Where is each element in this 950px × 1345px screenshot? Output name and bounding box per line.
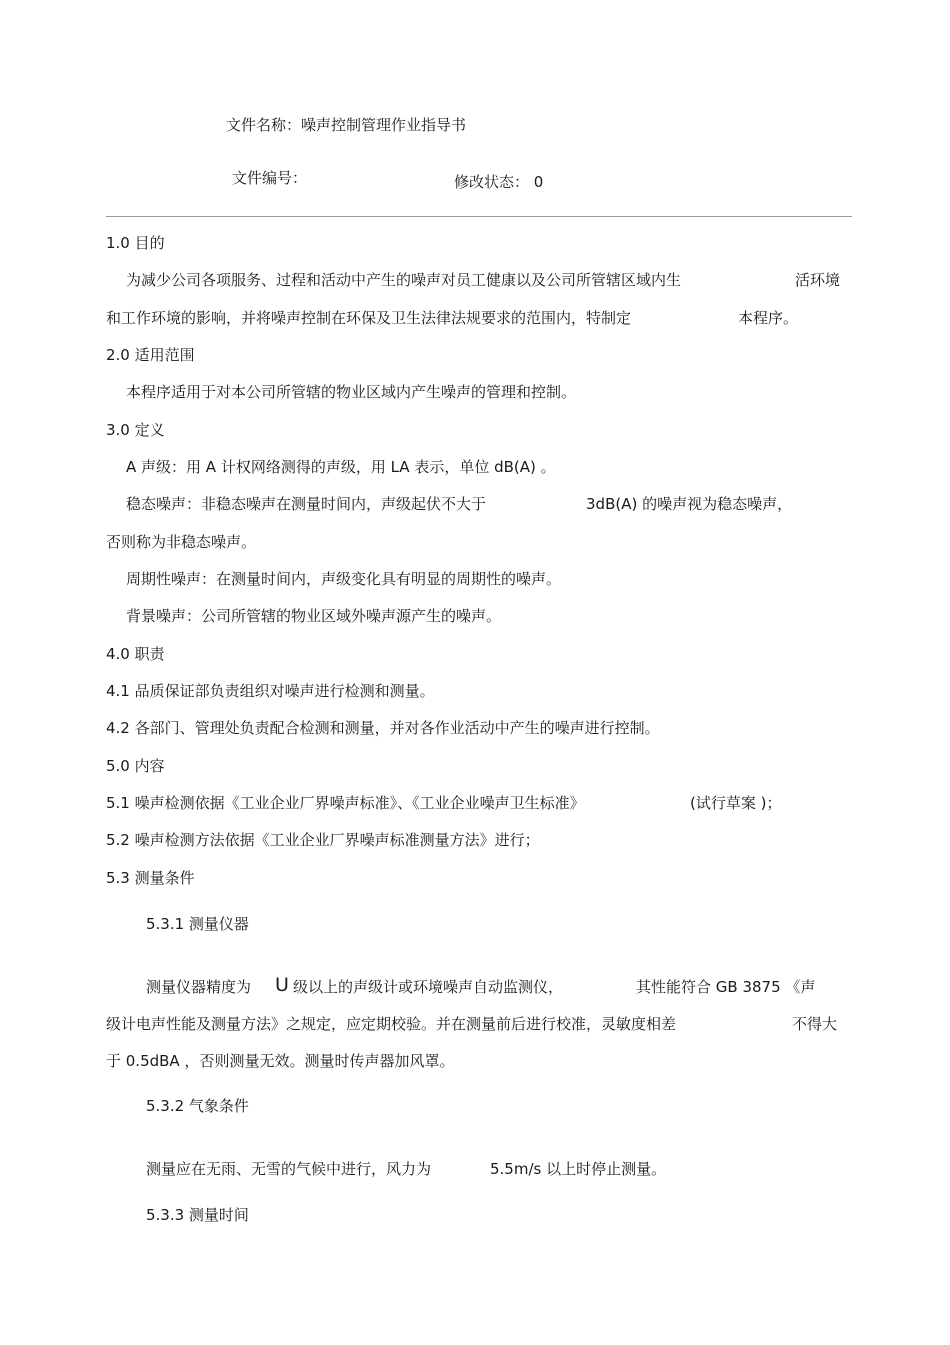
- paragraph-text: U: [275, 974, 289, 996]
- subsection-title: 5.3.1 测量仪器: [146, 915, 249, 933]
- paragraph-text: 和工作环境的影响，并将噪声控制在环保及卫生法律法规要求的范围内，特制定: [106, 309, 632, 327]
- list-item: (试行草案 )；: [690, 794, 782, 812]
- list-item: 5.3 测量条件: [106, 869, 195, 887]
- paragraph-text: 为减少公司各项服务、过程和活动中产生的噪声对员工健康以及公司所管辖区域内生: [126, 271, 682, 289]
- paragraph-text: 于 0.5dBA ，否则测量无效。测量时传声器加风罩。: [106, 1052, 455, 1070]
- paragraph-text: 本程序适用于对本公司所管辖的物业区域内产生噪声的管理和控制。: [126, 383, 577, 401]
- definition-steady-noise: 稳态噪声：非稳态噪声在测量时间内，声级起伏不大于: [126, 495, 487, 513]
- section-title: 4.0 职责: [106, 645, 165, 663]
- paragraph-text: 本程序。: [738, 309, 799, 327]
- section-title: 2.0 适用范围: [106, 346, 195, 364]
- list-item: 5.2 噪声检测方法依据《工业企业厂界噪声标准测量方法》进行；: [106, 831, 540, 849]
- paragraph-text: 级计电声性能及测量方法》之规定，应定期校验。并在测量前后进行校准，灵敏度相差: [106, 1015, 677, 1033]
- subsection-title: 5.3.2 气象条件: [146, 1097, 249, 1115]
- subsection-title: 5.3.3 测量时间: [146, 1206, 249, 1224]
- section-title: 5.0 内容: [106, 757, 165, 775]
- file-number: 文件编号：: [232, 169, 308, 187]
- paragraph-text: 活环境: [795, 271, 841, 289]
- list-item: 5.1 噪声检测依据《工业企业厂界噪声标准》、《工业企业噪声卫生标准》: [106, 794, 585, 812]
- paragraph-text: 其性能符合 GB 3875 《声: [636, 978, 816, 996]
- definition-steady-noise: 3dB(A) 的噪声视为稳态噪声，: [586, 495, 793, 513]
- section-title: 3.0 定义: [106, 421, 165, 439]
- definition-a-weighted: A 声级：用 A 计权网络测得的声级，用 LA 表示，单位 dB(A) 。: [126, 458, 556, 476]
- paragraph-text: 否则称为非稳态噪声。: [106, 533, 257, 551]
- definition-periodic-noise: 周期性噪声：在测量时间内，声级变化具有明显的周期性的噪声。: [126, 570, 562, 588]
- file-name: 文件名称：噪声控制管理作业指导书: [226, 116, 467, 134]
- revision-status: 修改状态： 0: [454, 173, 544, 191]
- paragraph-text: 级以上的声级计或环境噪声自动监测仪，: [293, 978, 564, 996]
- list-item: 4.1 品质保证部负责组织对噪声进行检测和测量。: [106, 682, 435, 700]
- definition-background-noise: 背景噪声：公司所管辖的物业区域外噪声源产生的噪声。: [126, 607, 502, 625]
- section-title: 1.0 目的: [106, 234, 165, 252]
- paragraph-text: 不得大: [792, 1015, 838, 1033]
- paragraph-text: 测量仪器精度为: [146, 978, 252, 996]
- list-item: 4.2 各部门、管理处负责配合检测和测量，并对各作业活动中产生的噪声进行控制。: [106, 719, 660, 737]
- header-divider: [106, 216, 852, 217]
- paragraph-text: 5.5m/s 以上时停止测量。: [490, 1160, 667, 1178]
- paragraph-text: 测量应在无雨、无雪的气候中进行，风力为: [146, 1160, 432, 1178]
